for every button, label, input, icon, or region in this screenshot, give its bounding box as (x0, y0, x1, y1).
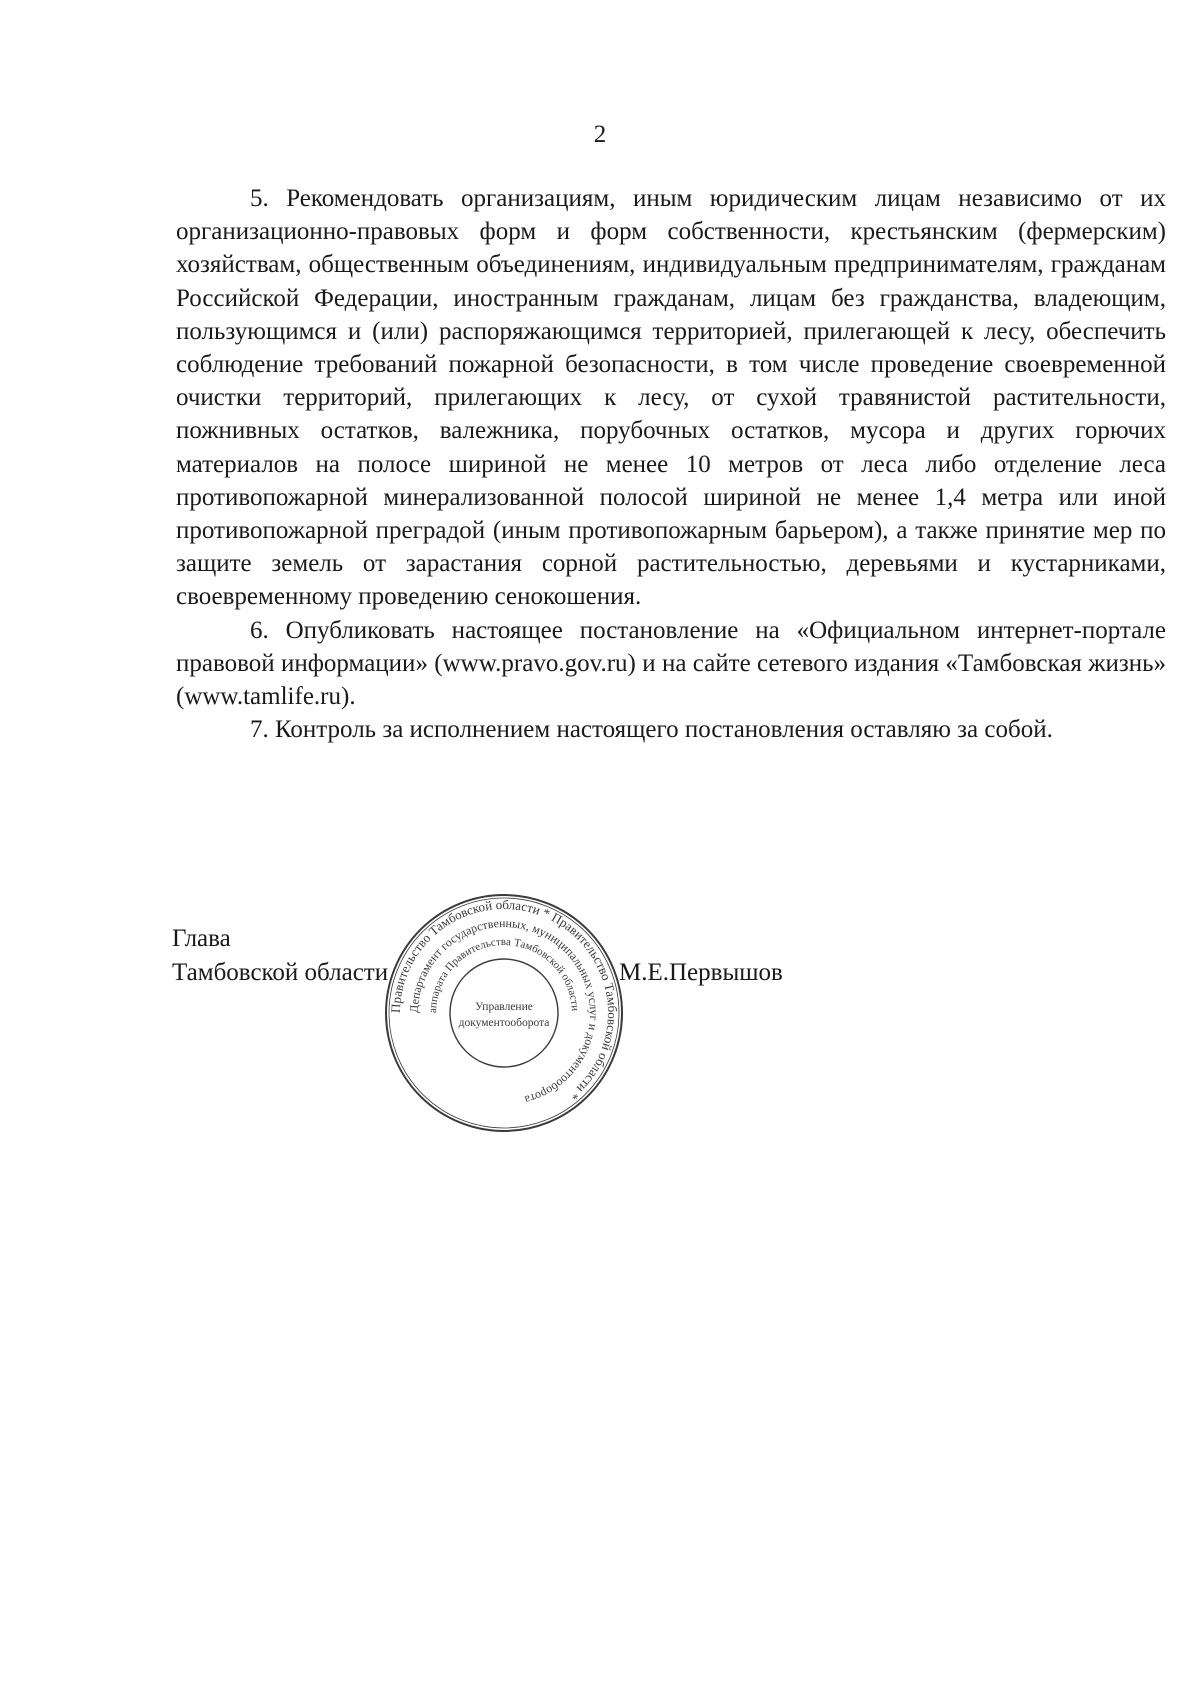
seal-center-line2: документооборота (458, 1017, 550, 1029)
signatory-title (172, 922, 388, 990)
signatory-title-line1: Глава (172, 925, 231, 952)
seal-graphic (383, 892, 625, 1134)
paragraph-5: 5. Рекомендовать организациям, иным юридическим лицам независимо от их организационно-правовых форм и форм собственности, крестьянским (фермерским) хозяйствам, общественным объединениям, индивидуальным предпринимателям, гражданам Российской Федерации, иностранным гражданам, лицам без гражданства, владеющим, пользующимся и (или) распоряжающимся территорией, прилегающей к лесу, обеспечить соблюдение требований пожарной безопасности, в том числе проведение своевременной очистки территорий, прилегающих к лесу, от сухой травянистой растительности, пожнивных остатков, валежника, порубочных остатков, мусора и других горючих материалов на полосе шириной не менее 10 метров от леса либо отделение леса противопожарной минерализованной полосой шириной не менее 1,4 метра или иной противопожарной преградой (иным противопожарным барьером), а также принятие мер по защите земель от зарастания сорной растительностью, деревьями и кустарниками, своевременному проведению сенокошения. (176, 185, 1166, 611)
seal-inner-ring-text: аппарата Правительства Тамбовской области (426, 935, 582, 1014)
paragraph-7: 7. Контроль за исполнением настоящего постановления оставляю за собой. (250, 716, 1053, 744)
seal-center-line1: Управление (475, 1001, 533, 1013)
seal-outer-ring-text: Правительство Тамбовской области * Правительство Тамбовской области * (387, 896, 621, 1104)
seal-middle-ring-text: Департамент государственных, муниципальных услуг и документооборота (406, 915, 602, 1108)
official-seal-stamp (383, 892, 625, 1134)
signatory-title-line2: Тамбовской области (172, 959, 389, 986)
paragraph-6: 6. Опубликовать настоящее постановление на «Официальном интернет-портале правовой информации» (www.pravo.gov.ru) и на сайте сетевого издания «Тамбовская жизнь» (www.tamlife.ru). (176, 616, 1166, 711)
page-number: 2 (593, 121, 607, 148)
signatory-name: М.Е.Первышов (619, 959, 783, 986)
document-body (176, 182, 1166, 746)
